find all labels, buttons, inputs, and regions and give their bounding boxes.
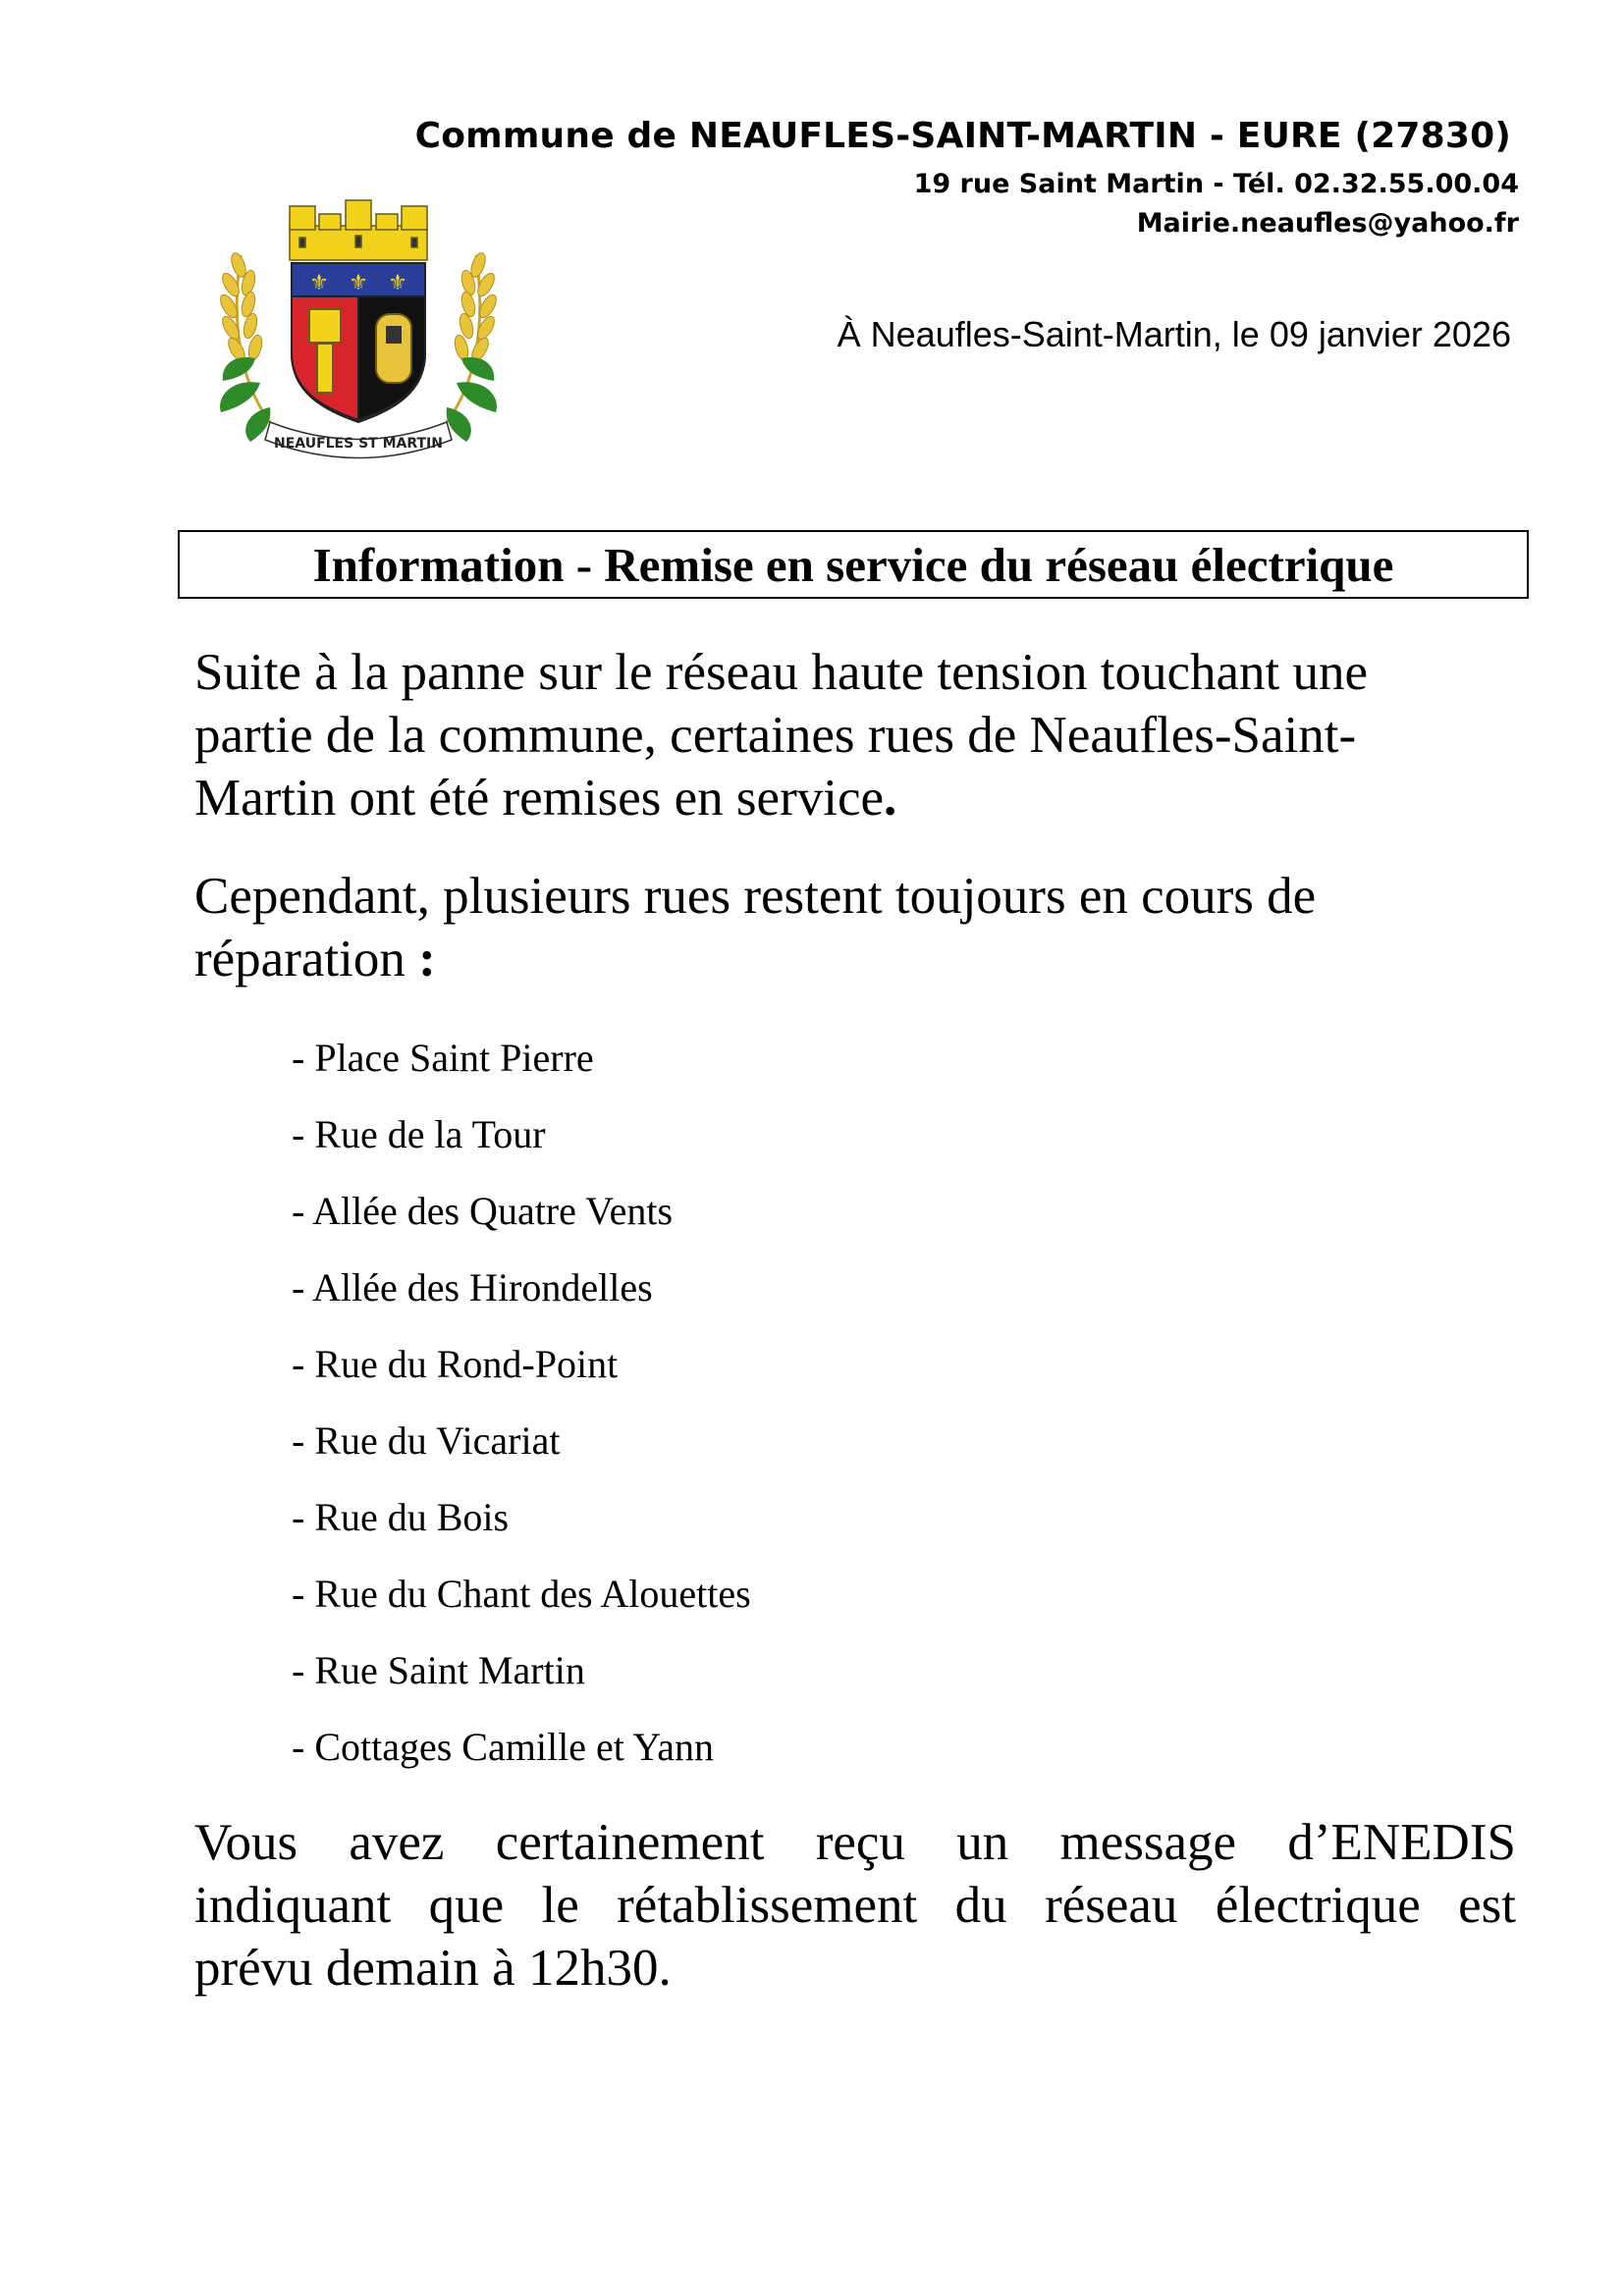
- town-hall-email: Mairie.neaufles@yahoo.fr: [1136, 208, 1519, 239]
- paragraph-line: prévu demain à 12h30.: [194, 1940, 672, 1997]
- paragraph-line: partie de la commune, certaines rues de Neaufles-Saint-: [194, 707, 1357, 764]
- paragraph-end-mark: :: [418, 931, 436, 988]
- street-item: - Rue du Vicariat: [292, 1418, 561, 1463]
- word: Vous: [194, 1814, 298, 1871]
- word: message: [1059, 1814, 1237, 1871]
- fleur-de-lis-icon: [309, 271, 407, 295]
- town-hall-address: 19 rue Saint Martin - Tél. 02.32.55.00.04: [913, 169, 1519, 199]
- paragraph-line: [194, 1874, 1516, 1937]
- word: d’ENEDIS: [1287, 1814, 1516, 1871]
- svg-text:⚜: ⚜: [309, 271, 329, 295]
- svg-text:⚜: ⚜: [349, 271, 368, 295]
- street-item: - Allée des Hirondelles: [292, 1265, 653, 1309]
- street-item: - Rue du Bois: [292, 1495, 510, 1539]
- paragraph-line: [194, 1811, 1516, 1874]
- paragraph-pending-repairs: [194, 865, 1316, 990]
- street-item: - Allée des Quatre Vents: [292, 1189, 674, 1233]
- street-item: - Place Saint Pierre: [292, 1036, 594, 1080]
- wheat-left-icon: [217, 251, 270, 442]
- wheat-right-icon: [447, 251, 500, 442]
- crest-banner-text: NEAUFLES ST MARTIN: [274, 436, 443, 452]
- street-item: - Rue du Chant des Alouettes: [292, 1572, 751, 1616]
- street-item: - Cottages Camille et Yann: [292, 1725, 714, 1769]
- street-list: [292, 1029, 751, 1794]
- paragraph-line: Suite à la panne sur le réseau haute tension touchant une: [194, 644, 1369, 701]
- notice-title: Information - Remise en service du réseau électrique: [178, 530, 1529, 599]
- street-item: - Rue du Rond-Point: [292, 1342, 619, 1386]
- crest-banner: [265, 422, 452, 458]
- paragraph-enedis-message: [194, 1811, 1516, 2000]
- word: le: [541, 1877, 579, 1934]
- word: avez: [349, 1814, 445, 1871]
- street-item: - Rue Saint Martin: [292, 1648, 585, 1692]
- svg-text:⚜: ⚜: [388, 271, 407, 295]
- word: un: [956, 1814, 1009, 1871]
- paragraph-end-mark: .: [884, 770, 897, 827]
- mural-crown-icon: [290, 200, 427, 260]
- word: est: [1458, 1877, 1516, 1934]
- paragraph-line: Martin ont été remises en service.: [194, 770, 897, 827]
- word: reçu: [815, 1814, 905, 1871]
- paragraph-restoration: [194, 641, 1368, 829]
- street-item: - Rue de la Tour: [292, 1112, 546, 1156]
- coat-of-arms-logo: [201, 187, 515, 471]
- word: certainement: [495, 1814, 765, 1871]
- word: du: [954, 1877, 1007, 1934]
- word: indiquant: [194, 1877, 392, 1934]
- dateline: À Neaufles-Saint-Martin, le 09 janvier 2026: [837, 314, 1511, 354]
- paragraph-line: Cependant, plusieurs rues restent toujours en cours de: [194, 868, 1317, 925]
- word: électrique: [1215, 1877, 1421, 1934]
- word: rétablissement: [617, 1877, 918, 1934]
- paragraph-line: réparation :: [194, 931, 436, 988]
- commune-title: Commune de NEAUFLES-SAINT-MARTIN - EURE (27830): [414, 116, 1511, 156]
- word: réseau: [1045, 1877, 1178, 1934]
- word: que: [428, 1877, 505, 1934]
